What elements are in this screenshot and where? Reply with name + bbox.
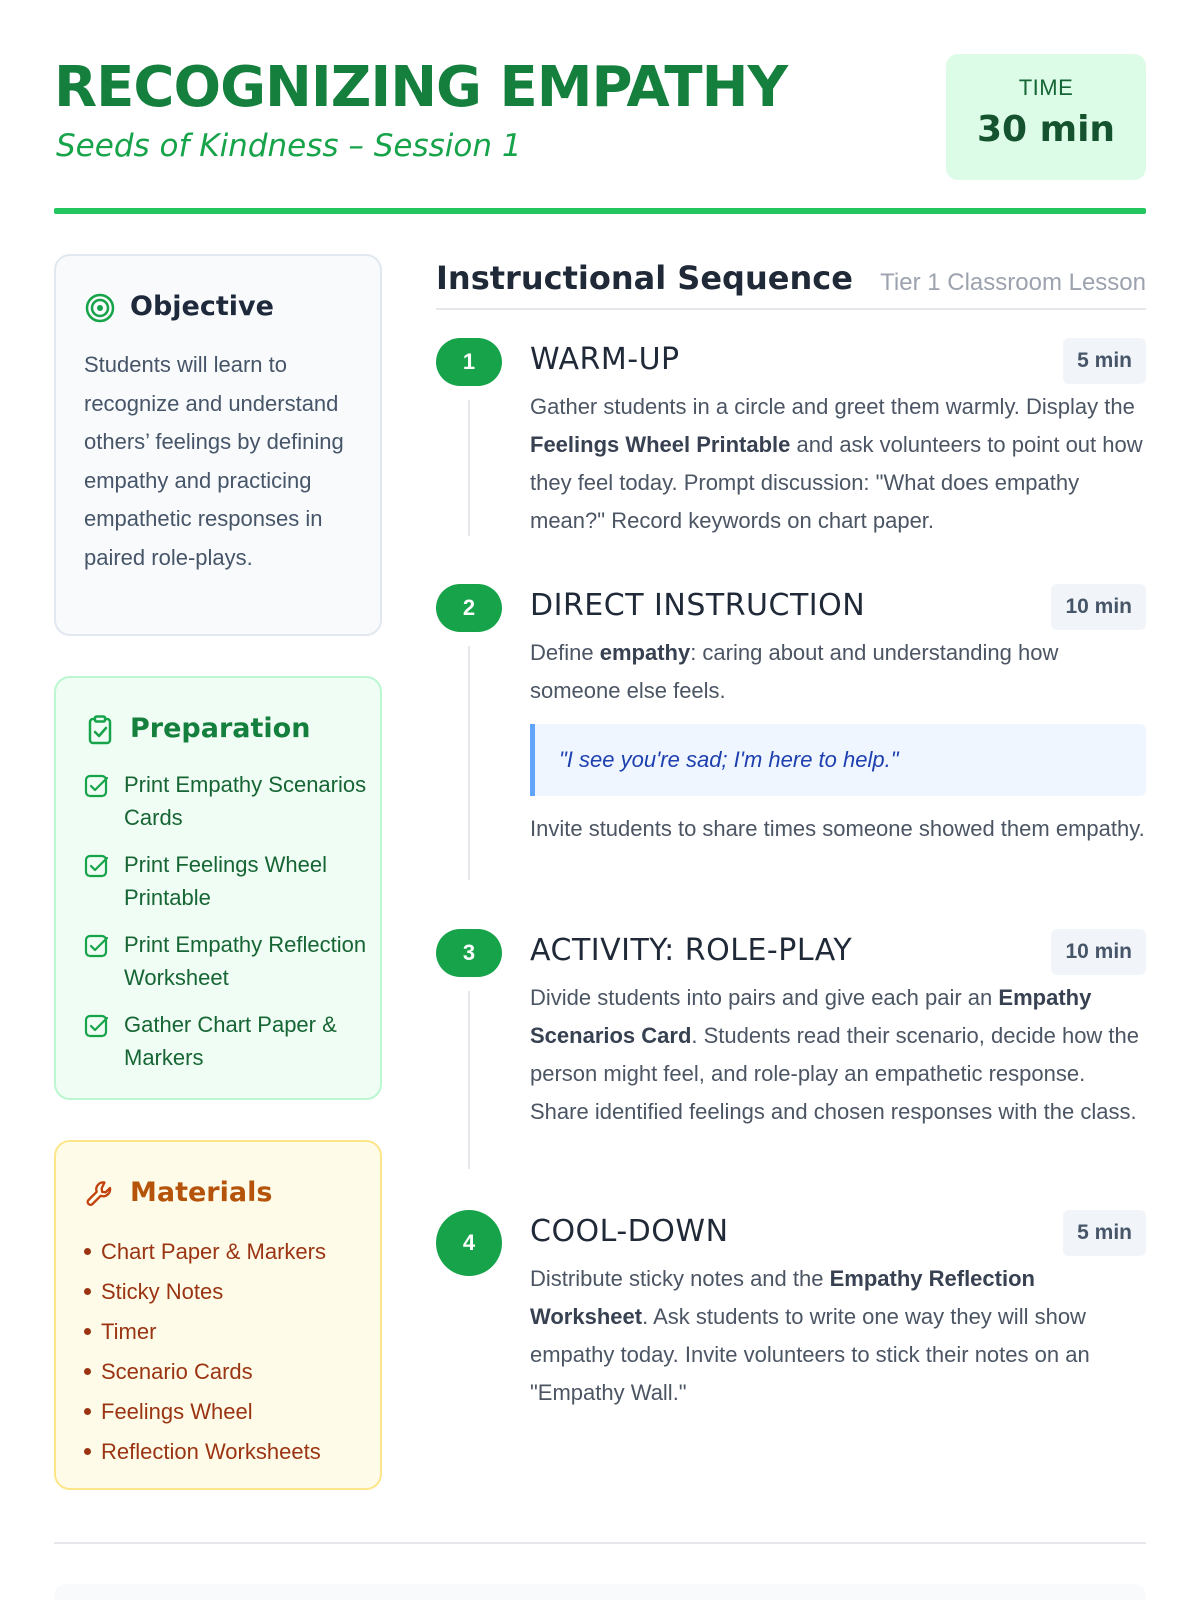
step-number: 4: [436, 1210, 502, 1276]
step-number: 2: [436, 584, 502, 632]
preparation-item-label: Print Empathy Scenarios Cards: [124, 772, 367, 830]
checkbox-checked-icon: [84, 774, 110, 800]
bullet-icon: [84, 1288, 91, 1295]
step-text: Invite students to share times someone showed them empathy.: [530, 816, 1145, 841]
time-badge: [946, 54, 1146, 180]
step-duration-badge: 5 min: [1063, 338, 1146, 384]
step-warm-up: [436, 338, 1146, 538]
materials-item: [84, 1312, 369, 1352]
step-text-bold: empathy: [599, 640, 691, 665]
materials-title: Materials: [130, 1177, 273, 1208]
step-text: Gather students in a circle and greet them warmly. Display the: [530, 394, 1135, 419]
materials-item-label: Sticky Notes: [101, 1279, 224, 1304]
time-label: TIME: [1018, 75, 1074, 100]
step-text: Distribute sticky notes and the: [530, 1266, 830, 1291]
timeline-connector: [468, 646, 470, 880]
preparation-item-label: Print Feelings Wheel Printable: [124, 852, 327, 910]
timeline-connector: [468, 991, 470, 1169]
step-description: [530, 1260, 1146, 1412]
step-description: [530, 388, 1146, 540]
preparation-item: [84, 1008, 369, 1074]
step-text-bold: Empathy Reflection Worksheet: [530, 1266, 1035, 1329]
step-description: [530, 634, 1146, 848]
materials-item-label: Timer: [101, 1319, 157, 1344]
step-text: . Students read their scenario, decide how the person might feel, and role-play an empathetic response. Share identified feelings and chosen responses with the class.: [530, 1023, 1140, 1124]
header-divider: [54, 208, 1146, 214]
step-text: : caring about and understanding how someone else feels.: [530, 640, 1059, 703]
preparation-item-label: Print Empathy Reflection Worksheet: [124, 932, 367, 990]
wrench-icon: [84, 1178, 116, 1210]
materials-item: [84, 1272, 369, 1312]
step-title: COOL-DOWN: [530, 1214, 729, 1249]
time-value: 30 min: [976, 109, 1116, 150]
preparation-item: [84, 848, 369, 914]
sequence-title: Instructional Sequence: [436, 259, 853, 297]
target-icon: [84, 292, 116, 324]
step-description: [530, 979, 1146, 1131]
materials-item: [84, 1352, 369, 1392]
step-direct-instruction: [436, 584, 1146, 884]
step-text: Divide students into pairs and give each pair an: [530, 985, 999, 1010]
objective-title: Objective: [130, 291, 274, 322]
preparation-card: [54, 676, 382, 1100]
materials-item-label: Chart Paper & Markers: [101, 1239, 326, 1264]
preparation-list: [84, 768, 369, 1088]
objective-text: Students will learn to recognize and understand others’ feelings by defining empathy and practicing empathetic responses in paired role-plays.: [84, 352, 344, 570]
materials-card: [54, 1140, 382, 1490]
materials-item-label: Reflection Worksheets: [101, 1439, 321, 1464]
step-activity-role-play: [436, 929, 1146, 1169]
materials-item: [84, 1392, 369, 1432]
materials-list: [84, 1232, 369, 1472]
bullet-icon: [84, 1248, 91, 1255]
preparation-item: [84, 928, 369, 994]
header: [54, 54, 1146, 204]
materials-item-label: Scenario Cards: [101, 1359, 253, 1384]
bullet-icon: [84, 1448, 91, 1455]
materials-item-label: Feelings Wheel: [101, 1399, 253, 1424]
instructional-sequence: [436, 254, 1146, 1405]
preparation-title: Preparation: [130, 713, 311, 744]
step-title: WARM-UP: [530, 342, 680, 377]
step-title: ACTIVITY: ROLE-PLAY: [530, 933, 853, 968]
materials-item: [84, 1232, 369, 1272]
footer-divider: [54, 1542, 1146, 1544]
step-text: Define: [530, 640, 600, 665]
timeline-connector: [468, 400, 470, 536]
checkbox-checked-icon: [84, 934, 110, 960]
checkbox-checked-icon: [84, 1014, 110, 1040]
page-subtitle: Seeds of Kindness – Session 1: [56, 128, 522, 164]
preparation-item: [84, 768, 369, 834]
step-number: 3: [436, 929, 502, 977]
step-duration-badge: 10 min: [1051, 584, 1146, 630]
example-quote: "I see you're sad; I'm here to help.": [530, 724, 1146, 796]
bullet-icon: [84, 1368, 91, 1375]
step-number: 1: [436, 338, 502, 386]
step-title: DIRECT INSTRUCTION: [530, 588, 866, 623]
step-text-bold: Empathy Scenarios Card: [530, 985, 1092, 1048]
page-title: RECOGNIZING EMPATHY: [54, 55, 788, 120]
preparation-item-label: Gather Chart Paper & Markers: [124, 1012, 337, 1070]
step-duration-badge: 5 min: [1063, 1210, 1146, 1256]
step-text-bold: Feelings Wheel Printable: [530, 432, 791, 457]
step-duration-badge: 10 min: [1051, 929, 1146, 975]
footer-panel: [54, 1584, 1146, 1600]
materials-item: [84, 1432, 369, 1472]
bullet-icon: [84, 1408, 91, 1415]
step-text: and ask volunteers to point out how they feel today. Prompt discussion: "What does empathy mean?" Record keywords on chart paper.: [530, 432, 1143, 533]
clipboard-check-icon: [84, 714, 116, 746]
objective-card: [54, 254, 382, 636]
bullet-icon: [84, 1328, 91, 1335]
sequence-header: [436, 254, 1146, 310]
lesson-tier-tag: Tier 1 Classroom Lesson: [880, 269, 1146, 296]
step-cool-down: [436, 1210, 1146, 1410]
step-text: . Ask students to write one way they will show empathy today. Invite volunteers to stick their notes on an "Empathy Wall.": [530, 1304, 1090, 1405]
lesson-plan-page: [54, 0, 1146, 1600]
checkbox-checked-icon: [84, 854, 110, 880]
